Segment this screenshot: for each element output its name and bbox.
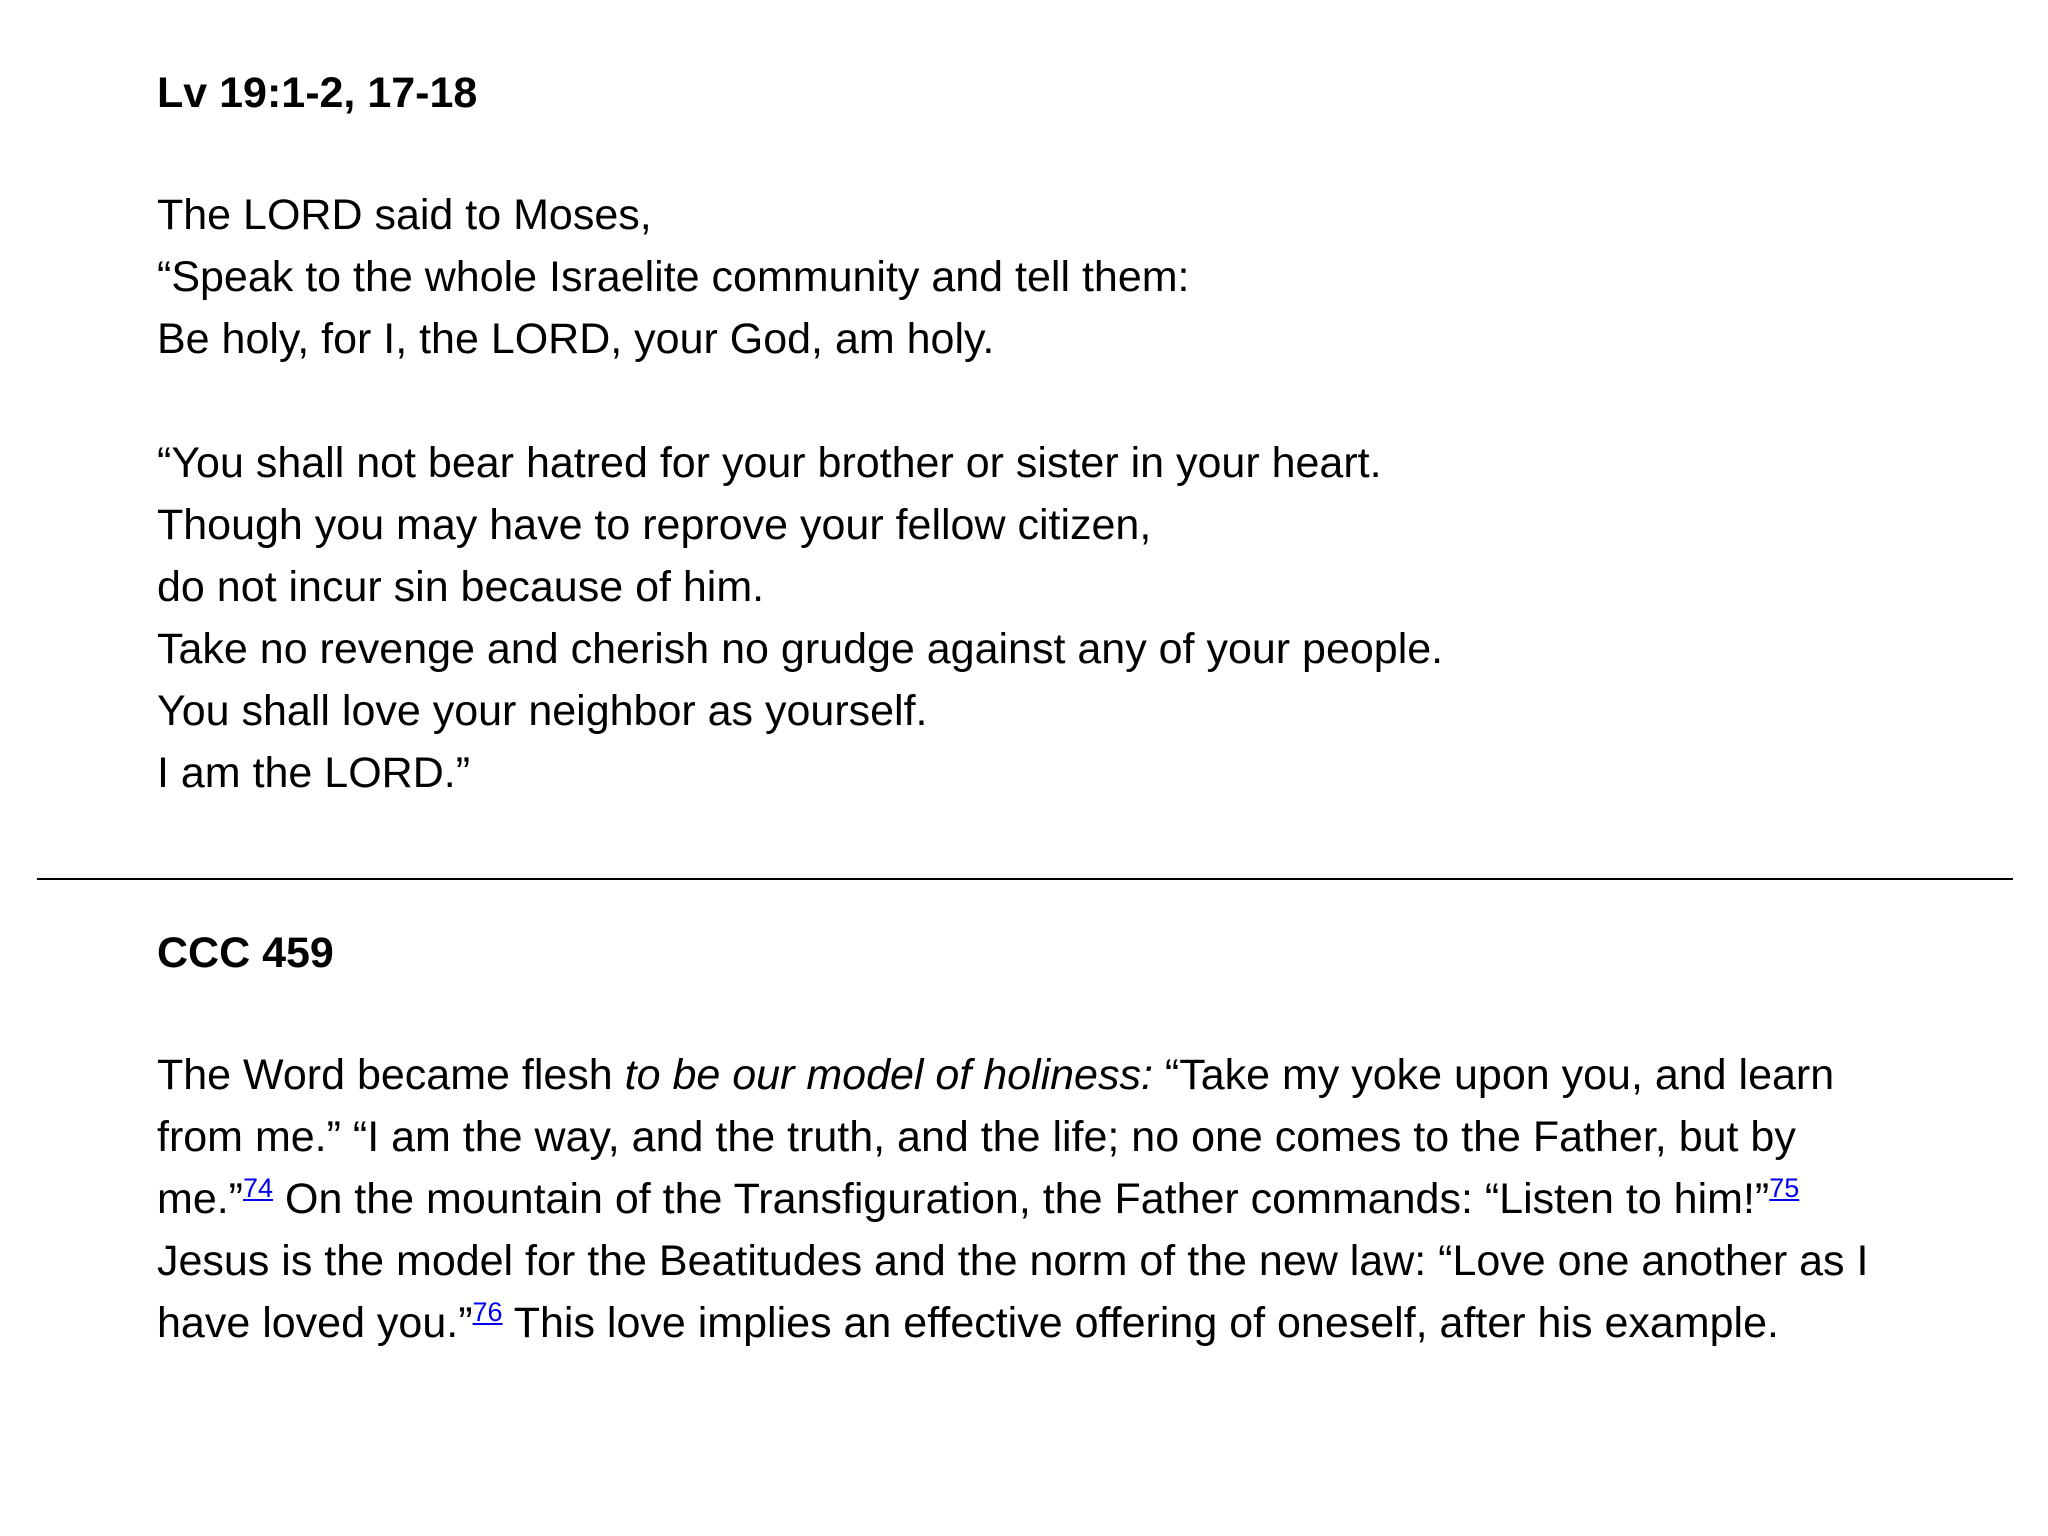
reading-stanza-2 (157, 432, 1917, 804)
reading-stanza-1 (157, 184, 1917, 370)
verse-line: Be holy, for I, the LORD, your God, am holy. (157, 315, 995, 363)
catechism-text: The Word became flesh (157, 1051, 625, 1099)
catechism-text: Jesus is the model for the Beatitudes and the norm of the new law: “Love one another as I have loved you.” (157, 1237, 1869, 1347)
catechism-section (157, 924, 1917, 1354)
verse-line: “You shall not bear hatred for your brother or sister in your heart. (157, 439, 1382, 487)
verse-line: You shall love your neighbor as yourself. (157, 687, 928, 735)
catechism-heading: CCC 459 (157, 929, 334, 977)
footnote-link-76[interactable]: 76 (472, 1297, 503, 1327)
catechism-italic-text: to be our model of holiness: (624, 1051, 1153, 1099)
verse-line: Take no revenge and cherish no grudge against any of your people. (157, 625, 1444, 673)
section-divider (37, 878, 2013, 880)
footnote-link-75[interactable]: 75 (1769, 1173, 1800, 1203)
verse-line: The LORD said to Moses, (157, 191, 652, 239)
reading-heading: Lv 19:1-2, 17-18 (157, 69, 478, 117)
catechism-text: This love implies an effective offering of oneself, after his example. (502, 1299, 1779, 1347)
verse-line: Though you may have to reprove your fellow citizen, (157, 501, 1152, 549)
verse-line: “Speak to the whole Israelite community and tell them: (157, 253, 1190, 301)
reading-section (157, 64, 1917, 804)
catechism-text: “Take my yoke upon you, and learn from me.” “I am the way, and the truth, and the life; no one comes to the Father, but by me.” (157, 1051, 1835, 1223)
footnote-link-74[interactable]: 74 (243, 1173, 274, 1203)
catechism-text: On the mountain of the Transfiguration, the Father commands: “Listen to him!” (273, 1175, 1770, 1223)
verse-line: do not incur sin because of him. (157, 563, 765, 611)
catechism-paragraph (157, 1044, 1917, 1354)
verse-line: I am the LORD.” (157, 749, 471, 797)
